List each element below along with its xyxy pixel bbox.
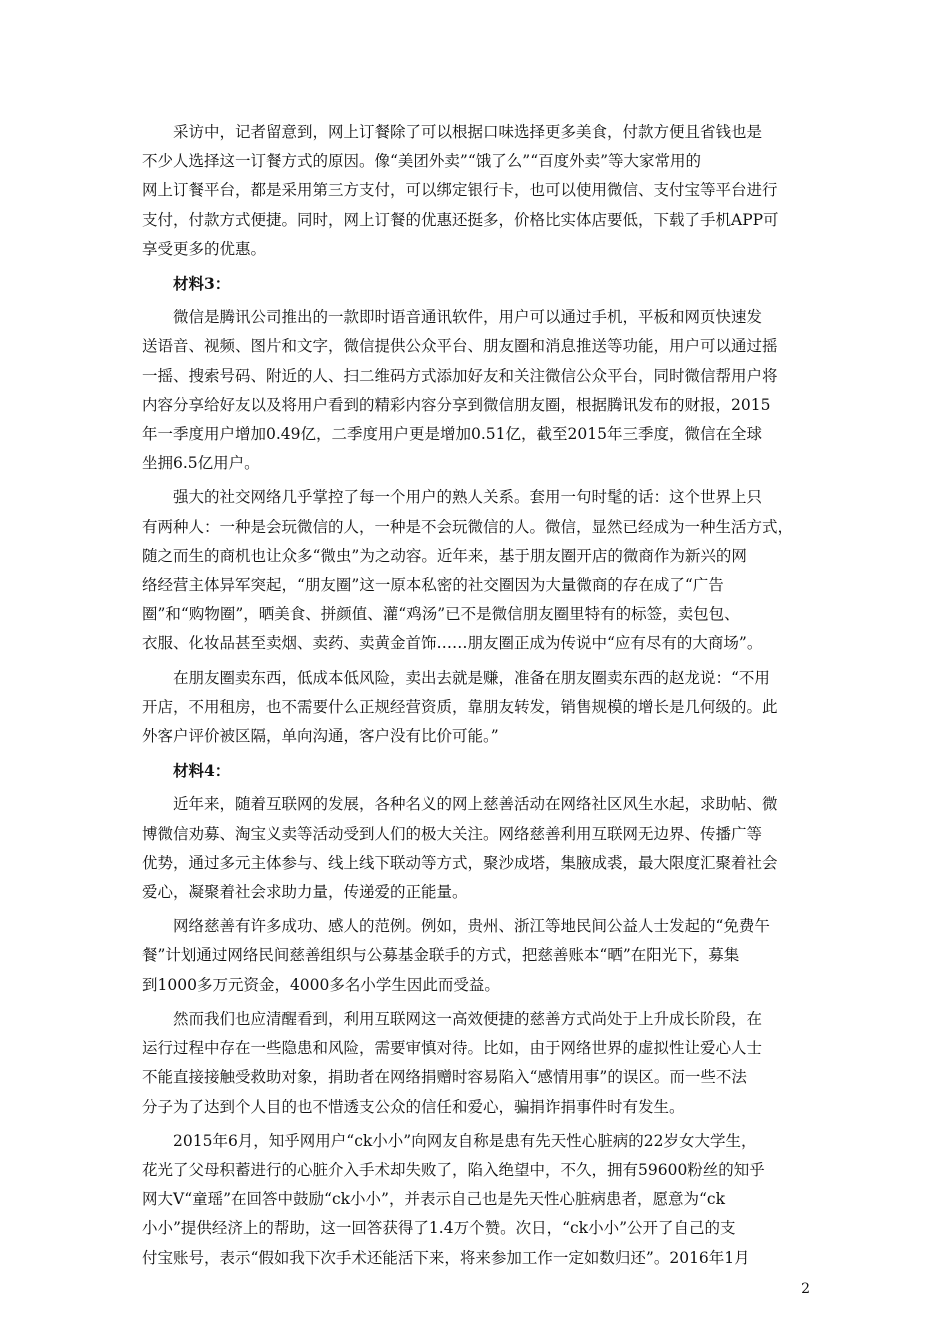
document-body [142,118,810,1273]
heading-material-4: 材料4： [173,761,231,781]
heading-material-3: 材料3： [173,274,231,294]
paragraph-moments-selling: 在朋友圈卖东西，低成本低风险，卖出去就是赚，准备在朋友圈卖东西的赵龙说：“不用 开店，不用租房，也不需要什么正规经营资质，靠朋友转发，销售规模的增长是几何级的。此 外客户评价被区隔，单向沟通，客户没有比价可能。” [142,668,778,746]
paragraph-wechat-intro: 微信是腾讯公司推出的一款即时语音通讯软件，用户可以通过手机，平板和网页快速发 送语音、视频、图片和文字，微信提供公众平台、朋友圈和消息推送等功能，用户可以通过摇 一摇、搜索号码、附近的人、扫二维码方式添加好友和关注微信公众平台，同时微信帮用户将 内容分享给好友以及将用户看到的精彩内容分享到微信朋友圈，根据腾讯发布的财报，2015 年一季度用户增加0.49亿，二季度用户更是增加0.51亿，截至2015年三季度，微信在全球 坐拥6.5亿用户。 [142,308,778,473]
paragraph-charity-risks: 然而我们也应清醒看到，利用互联网这一高效便捷的慈善方式尚处于上升成长阶段，在 运行过程中存在一些隐患和风险，需要审慎对待。比如，由于网络世界的虚拟性让爱心人士 不能直接接触受救助对象，捐助者在网络捐赠时容易陷入“感情用事”的误区。而一些不法 分子为了达到个人目的也不惜透支公众的信任和爱心，骗捐诈捐事件时有发生。 [142,1009,763,1116]
paragraph-online-charity: 近年来，随着互联网的发展，各种名义的网上慈善活动在网络社区风生水起，求助帖、微 博微信劝募、淘宝义卖等活动受到人们的极大关注。网络慈善利用互联网无边界、传播广等 优势，通过多元主体参与、线上线下联动等方式，聚沙成塔，集腋成裘，最大限度汇聚着社会 爱心，凝聚着社会求助力量，传递爱的正能量。 [142,795,778,902]
paragraph-ck-case: 2015年6月，知乎网用户“ck小小”向网友自称是患有先天性心脏病的22岁女大学生， 花光了父母积蓄进行的心脏介入手术却失败了，陷入绝望中，不久，拥有59600粉丝的知乎 网大V“童瑶”在回答中鼓励“ck小小”，并表示自己也是先天性心脏病患者，愿意为“ck 小小”提供经济上的帮助，这一回答获得了1.4万个赞。次日，“ck小小”公开了自己的支 付宝账号，表示“假如我下次手术还能活下来，将来参加工作一定如数归还”。2016年1月 [142,1131,765,1267]
paragraph-takeout-payment: 采访中，记者留意到，网上订餐除了可以根据口味选择更多美食，付款方便且省钱也是 不少人选择这一订餐方式的原因。像“美团外卖”“饿了么”“百度外卖”等大家常用的 网上订餐平台，都是采用第三方支付，可以绑定银行卡，也可以使用微信、支付宝等平台进行 支付，付款方式便捷。同时，网上订餐的优惠还挺多，价格比实体店要低，下载了手机APP可 享受更多的优惠。 [142,123,779,258]
paragraph-social-network: 强大的社交网络几乎掌控了每一个用户的熟人关系。套用一句时髦的话：这个世界上只 有两种人：一种是会玩微信的人，一种是不会玩微信的人。微信，显然已经成为一种生活方式， 随之而生的商机也让众多“微虫”为之动容。近年来，基于朋友圈开店的微商作为新兴的网 络经营主体异军突起，“朋友圈”这一原本私密的社交圈因为大量微商的存在成了“广告 圈”和“购物圈”，晒美食、拼颜值、灌“鸡汤”已不是微信朋友圈里特有的标签，卖包包、 衣服、化妆品甚至卖烟、卖药、卖黄金首饰……朋友圈正成为传说中“应有尽有的大商场”。 [142,488,794,653]
page-number: 2 [801,1281,810,1297]
paragraph-charity-examples: 网络慈善有许多成功、感人的范例。例如，贵州、浙江等地民间公益人士发起的“免费午 餐”计划通过网络民间慈善组织与公募基金联手的方式，把慈善账本“晒”在阳光下，募集 到1000多万元资金，4000多名小学生因此而受益。 [142,917,770,994]
